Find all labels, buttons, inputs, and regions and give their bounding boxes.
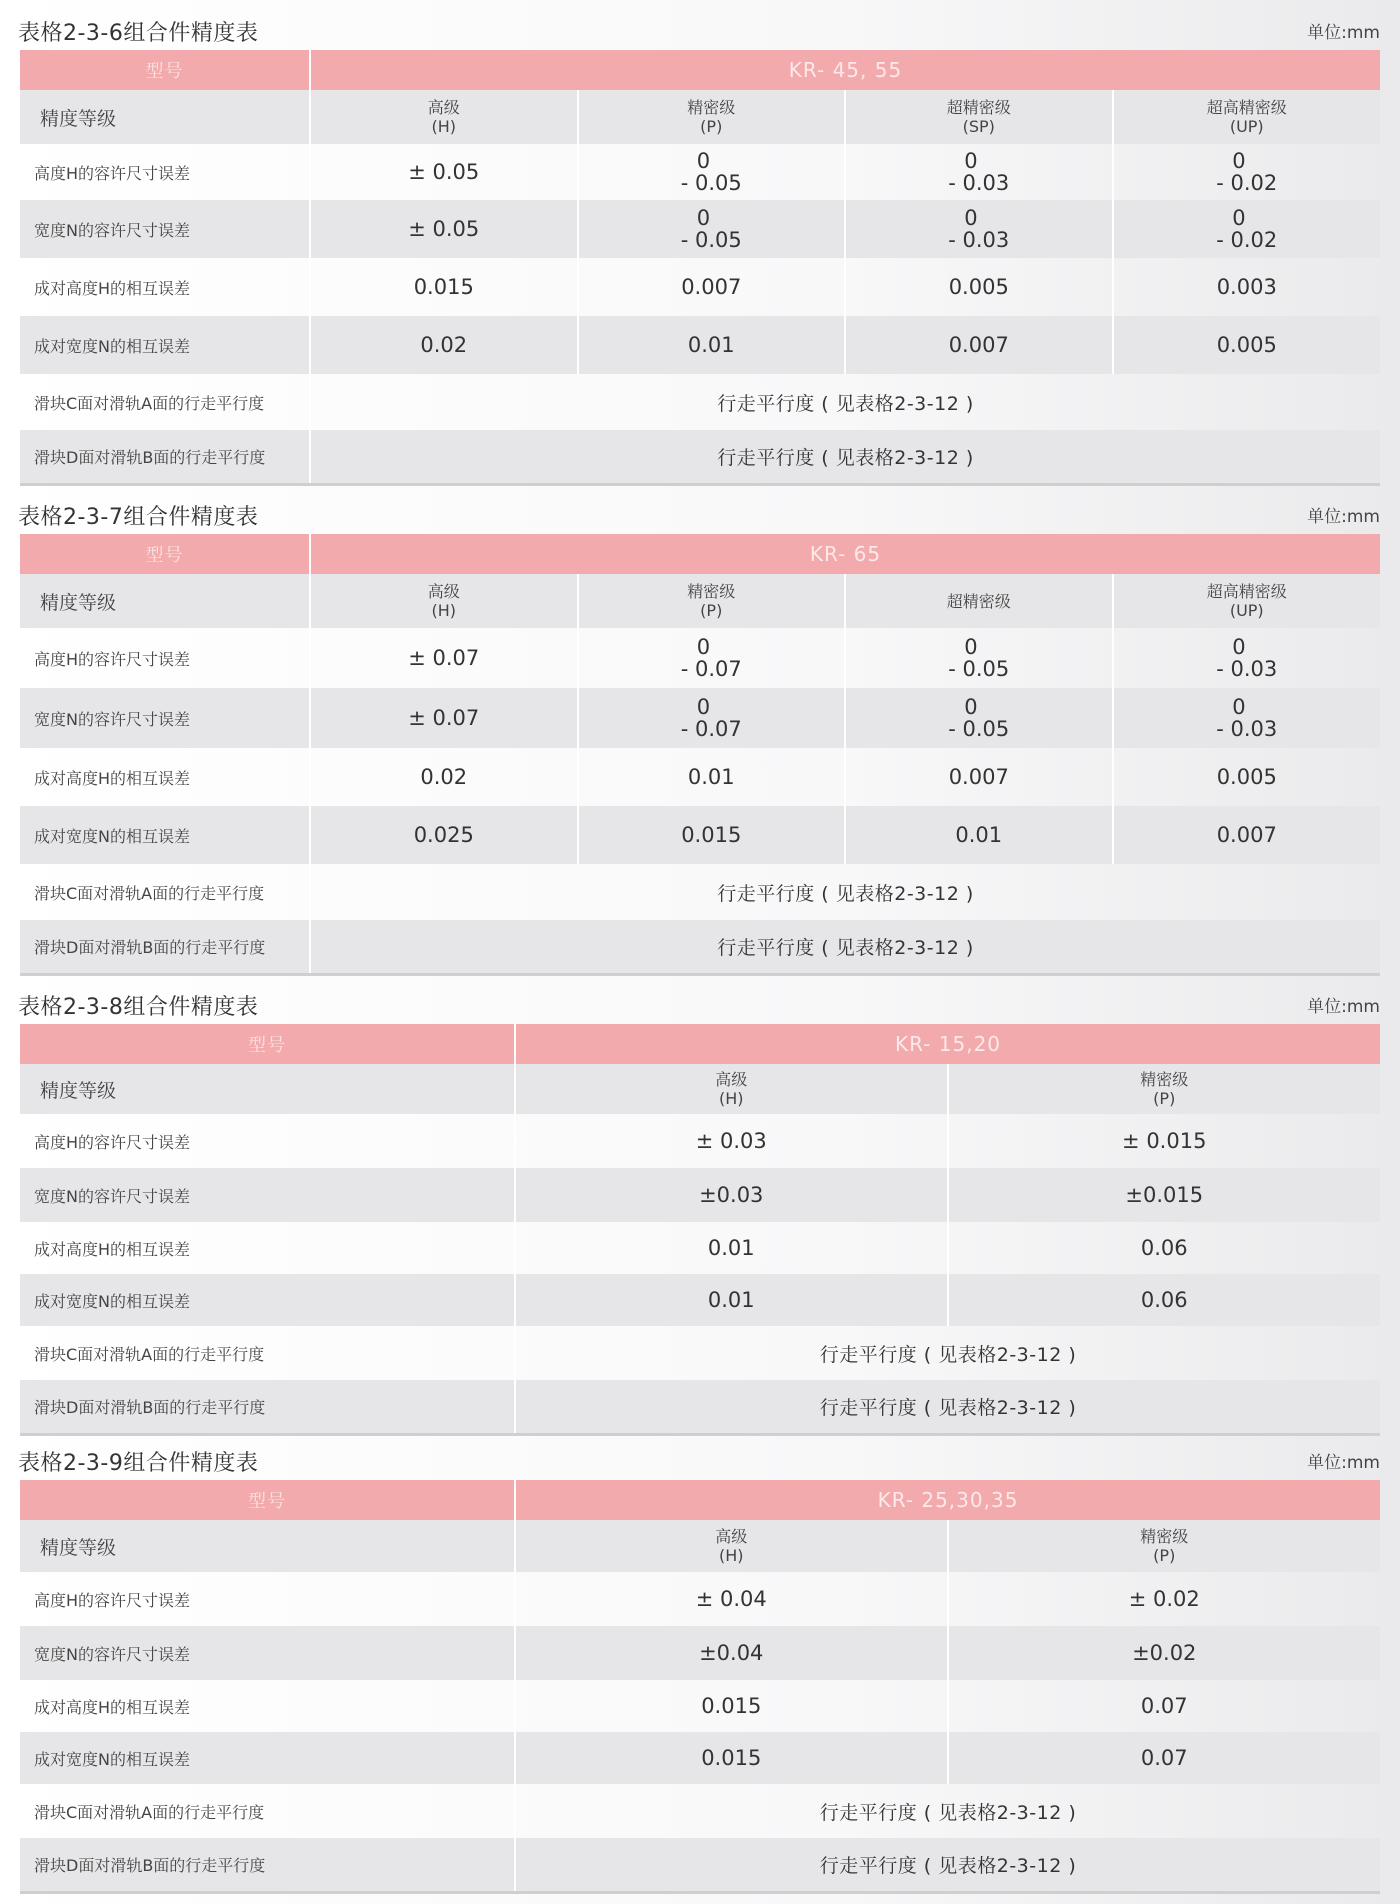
grade-header-label: 精度等级 (20, 90, 310, 144)
table-row (20, 1784, 1380, 1838)
row-label: 成对宽度N的相互误差 (20, 1732, 515, 1784)
table-cell (948, 1168, 1381, 1222)
table-row (20, 200, 1380, 258)
table-row (20, 1380, 1380, 1434)
grade-name: 高级 (427, 582, 460, 601)
table-cell (310, 748, 578, 806)
parallelism-note: 行走平行度 ( 见表格2-3-12 ) (310, 374, 1380, 430)
unit-label: 单位:mm (1307, 507, 1380, 527)
parallelism-note: 行走平行度 ( 见表格2-3-12 ) (515, 1326, 1380, 1380)
table-cell (948, 1114, 1381, 1168)
table-cell (310, 258, 578, 316)
table-cell (515, 1680, 948, 1732)
cell-value: 0.01 (707, 1288, 755, 1312)
grade-header (578, 574, 846, 628)
table-cell (578, 200, 846, 258)
table-row (20, 1168, 1380, 1222)
tolerance-upper: 0 (696, 695, 711, 719)
row-label: 滑块C面对滑轨A面的行走平行度 (34, 393, 265, 413)
grade-code: (P) (1153, 1546, 1176, 1565)
grade-code: (H) (431, 601, 456, 620)
table-cell (515, 1114, 948, 1168)
cell-value: 0.025 (413, 823, 474, 847)
table-title: 表格2-3-6组合件精度表 (18, 21, 259, 46)
cell-value: 0.007 (948, 333, 1009, 357)
table-cell (310, 144, 578, 200)
tolerance-upper: 0 (696, 635, 711, 659)
table-row (20, 806, 1380, 864)
grade-name: 超高精密级 (1206, 582, 1287, 601)
cell-value: 0.007 (1216, 823, 1277, 847)
row-label: 成对宽度N的相互误差 (20, 806, 310, 864)
grade-row (20, 1064, 1380, 1114)
grade-header (310, 90, 578, 144)
cell-value: ± 0.07 (408, 706, 480, 730)
grade-code: (P) (700, 601, 723, 620)
table-cell (1113, 688, 1381, 748)
table-row (20, 1572, 1380, 1626)
cell-value: ± 0.04 (695, 1587, 767, 1611)
row-label: 宽度N的容许尺寸误差 (20, 1168, 515, 1222)
cell-value: 0.005 (948, 275, 1009, 299)
table-cell (515, 1626, 948, 1680)
table-cell (845, 258, 1113, 316)
row-label: 滑块C面对滑轨A面的行走平行度 (34, 1344, 265, 1364)
table-title: 表格2-3-9组合件精度表 (18, 1451, 259, 1476)
table-cell (578, 144, 846, 200)
row-label: 成对高度H的相互误差 (34, 1697, 191, 1717)
table-row (20, 1680, 1380, 1732)
table-cell (1113, 144, 1381, 200)
row-label: 宽度N的容许尺寸误差 (20, 688, 310, 748)
table-cell (948, 1572, 1381, 1626)
grade-header-label: 精度等级 (20, 574, 310, 628)
model-value: KR- 15,20 (515, 1024, 1380, 1064)
table-cell (578, 748, 846, 806)
table-row (20, 1274, 1380, 1326)
table-cell (310, 200, 578, 258)
table-row (20, 1326, 1380, 1380)
table-cell (515, 1168, 948, 1222)
table-cell (1113, 316, 1381, 374)
cell-value: 0.01 (687, 765, 735, 789)
table-row (20, 1114, 1380, 1168)
table-title: 表格2-3-8组合件精度表 (18, 995, 259, 1020)
table-cell (845, 688, 1113, 748)
grade-code: (P) (700, 117, 723, 136)
table-cell (948, 1626, 1381, 1680)
parallelism-note: 行走平行度 ( 见表格2-3-12 ) (515, 1380, 1380, 1434)
cell-value: 0.015 (701, 1746, 762, 1770)
cell-value: ± 0.05 (408, 217, 480, 241)
grade-header (1113, 574, 1381, 628)
cell-value: ± 0.07 (408, 646, 480, 670)
cell-value: ± 0.015 (1122, 1129, 1207, 1153)
model-header-label: 型号 (20, 1024, 515, 1064)
cell-value: 0.06 (1140, 1236, 1188, 1260)
cell-value: 0.02 (420, 765, 468, 789)
tolerance-lower: - 0.05 (948, 717, 1010, 741)
cell-value: 0.07 (1140, 1746, 1188, 1770)
row-label: 滑块C面对滑轨A面的行走平行度 (34, 1802, 265, 1822)
precision-table (20, 1480, 1380, 1894)
table-cell (948, 1222, 1381, 1274)
grade-name: 精密级 (1140, 1070, 1189, 1089)
cell-value: 0.015 (681, 823, 742, 847)
model-row (20, 50, 1380, 90)
table-cell (310, 806, 578, 864)
parallelism-note: 行走平行度 ( 见表格2-3-12 ) (310, 430, 1380, 484)
model-row (20, 1480, 1380, 1520)
grade-header (515, 1064, 948, 1114)
grade-name: 精密级 (687, 582, 736, 601)
tolerance-upper: 0 (1232, 695, 1246, 719)
grade-header (845, 574, 1113, 628)
row-label: 滑块D面对滑轨B面的行走平行度 (20, 1838, 515, 1892)
table-cell (1113, 748, 1381, 806)
grade-name: 超精密级 (946, 591, 1011, 611)
tolerance-lower: - 0.05 (948, 657, 1010, 681)
table-row (20, 1838, 1380, 1892)
table-cell (845, 748, 1113, 806)
model-row (20, 1024, 1380, 1064)
grade-name: 高级 (715, 1070, 748, 1089)
tolerance-lower: - 0.02 (1216, 228, 1278, 252)
table-cell (845, 806, 1113, 864)
row-label: 成对宽度N的相互误差 (20, 1274, 515, 1326)
tolerance-upper: 0 (696, 206, 711, 230)
table-cell (578, 628, 846, 688)
tolerance-lower: - 0.05 (680, 228, 742, 252)
grade-header (948, 1064, 1381, 1114)
table-row (20, 430, 1380, 484)
grade-name: 精密级 (1140, 1527, 1189, 1546)
table-cell (845, 144, 1113, 200)
grade-code: (UP) (1229, 117, 1264, 136)
model-header-label: 型号 (20, 534, 310, 574)
tolerance-upper: 0 (1232, 206, 1246, 230)
row-label: 高度H的容许尺寸误差 (34, 1590, 191, 1610)
cell-value: ±0.02 (1132, 1641, 1197, 1665)
tolerance-upper: 0 (696, 149, 711, 173)
cell-value: 0.007 (948, 765, 1009, 789)
table-row (20, 316, 1380, 374)
row-label: 成对高度H的相互误差 (34, 278, 191, 298)
grade-name: 超精密级 (946, 98, 1011, 117)
table-row (20, 864, 1380, 920)
precision-table (20, 534, 1380, 976)
grade-code: (SP) (962, 117, 995, 136)
table-cell (310, 628, 578, 688)
cell-value: 0.07 (1140, 1694, 1188, 1718)
cell-value: ±0.015 (1125, 1183, 1204, 1207)
parallelism-note: 行走平行度 ( 见表格2-3-12 ) (515, 1838, 1380, 1892)
row-label: 成对宽度N的相互误差 (20, 316, 310, 374)
tolerance-upper: 0 (964, 635, 978, 659)
grade-code: (H) (718, 1089, 744, 1108)
cell-value: 0.01 (687, 333, 735, 357)
table-row (20, 748, 1380, 806)
table-cell (515, 1732, 948, 1784)
grade-header (845, 90, 1113, 144)
grade-name: 高级 (715, 1527, 748, 1546)
model-header-label: 型号 (20, 1480, 515, 1520)
table-cell (578, 316, 846, 374)
tolerance-lower: - 0.07 (680, 717, 742, 741)
table-row (20, 144, 1380, 200)
unit-label: 单位:mm (1307, 1453, 1380, 1473)
grade-code: (UP) (1229, 601, 1264, 620)
table-cell (1113, 806, 1381, 864)
cell-value: 0.01 (955, 823, 1003, 847)
model-header-label: 型号 (20, 50, 310, 90)
grade-header (948, 1520, 1381, 1572)
grade-code: (H) (718, 1546, 744, 1565)
table-row (20, 374, 1380, 430)
tolerance-lower: - 0.03 (948, 171, 1010, 195)
table-cell (948, 1680, 1381, 1732)
model-value: KR- 45, 55 (310, 50, 1380, 90)
table-cell (1113, 200, 1381, 258)
grade-name: 超高精密级 (1206, 98, 1287, 117)
parallelism-note: 行走平行度 ( 见表格2-3-12 ) (515, 1784, 1380, 1838)
tolerance-upper: 0 (1232, 149, 1246, 173)
grade-row (20, 90, 1380, 144)
table-cell (845, 200, 1113, 258)
cell-value: 0.005 (1216, 333, 1277, 357)
unit-label: 单位:mm (1307, 997, 1380, 1017)
grade-name: 精密级 (687, 98, 736, 117)
grade-code: (H) (431, 117, 456, 136)
grade-header-label: 精度等级 (20, 1064, 515, 1114)
tolerance-lower: - 0.07 (680, 657, 742, 681)
tolerance-upper: 0 (964, 206, 978, 230)
table-cell (310, 688, 578, 748)
row-label: 宽度N的容许尺寸误差 (20, 200, 310, 258)
row-label: 滑块D面对滑轨B面的行走平行度 (20, 430, 310, 484)
cell-value: ±0.04 (699, 1641, 764, 1665)
tolerance-upper: 0 (964, 695, 978, 719)
table-row (20, 688, 1380, 748)
table-row (20, 1222, 1380, 1274)
cell-value: 0.015 (701, 1694, 762, 1718)
row-label: 成对高度H的相互误差 (34, 1239, 191, 1259)
tolerance-lower: - 0.03 (1216, 717, 1278, 741)
row-label: 高度H的容许尺寸误差 (34, 1132, 191, 1152)
model-row (20, 534, 1380, 574)
grade-code: (P) (1153, 1089, 1176, 1108)
table-cell (948, 1732, 1381, 1784)
cell-value: ± 0.02 (1128, 1587, 1200, 1611)
parallelism-note: 行走平行度 ( 见表格2-3-12 ) (310, 864, 1380, 920)
row-label: 高度H的容许尺寸误差 (34, 649, 191, 669)
cell-value: ± 0.05 (408, 160, 480, 184)
grade-header-label: 精度等级 (20, 1520, 515, 1572)
table-row (20, 1626, 1380, 1680)
cell-value: 0.02 (420, 333, 468, 357)
table-cell (310, 316, 578, 374)
table-cell (578, 258, 846, 316)
table-cell (578, 806, 846, 864)
tolerance-lower: - 0.03 (948, 228, 1010, 252)
table-cell (515, 1274, 948, 1326)
precision-table (20, 50, 1380, 486)
parallelism-note: 行走平行度 ( 见表格2-3-12 ) (310, 920, 1380, 974)
table-row (20, 920, 1380, 974)
precision-table (20, 1024, 1380, 1436)
table-row (20, 628, 1380, 688)
table-cell (845, 316, 1113, 374)
tolerance-upper: 0 (964, 149, 978, 173)
cell-value: 0.01 (707, 1236, 755, 1260)
table-cell (515, 1572, 948, 1626)
table-cell (845, 628, 1113, 688)
grade-row (20, 574, 1380, 628)
model-value: KR- 25,30,35 (515, 1480, 1380, 1520)
row-label: 滑块D面对滑轨B面的行走平行度 (20, 920, 310, 974)
cell-value: ±0.03 (699, 1183, 764, 1207)
cell-value: 0.005 (1216, 765, 1277, 789)
cell-value: 0.007 (681, 275, 742, 299)
tolerance-lower: - 0.02 (1216, 171, 1278, 195)
row-label: 宽度N的容许尺寸误差 (20, 1626, 515, 1680)
unit-label: 单位:mm (1307, 23, 1380, 43)
grade-header (310, 574, 578, 628)
grade-name: 高级 (427, 98, 460, 117)
cell-value: 0.06 (1140, 1288, 1188, 1312)
cell-value: 0.015 (413, 275, 474, 299)
row-label: 成对高度H的相互误差 (34, 768, 191, 788)
table-row (20, 1732, 1380, 1784)
table-title: 表格2-3-7组合件精度表 (18, 505, 259, 530)
grade-header (1113, 90, 1381, 144)
row-label: 滑块C面对滑轨A面的行走平行度 (34, 883, 265, 903)
grade-header (515, 1520, 948, 1572)
model-value: KR- 65 (310, 534, 1380, 574)
table-cell (948, 1274, 1381, 1326)
grade-row (20, 1520, 1380, 1572)
cell-value: 0.003 (1216, 275, 1277, 299)
row-label: 高度H的容许尺寸误差 (34, 163, 191, 183)
table-row (20, 258, 1380, 316)
table-cell (578, 688, 846, 748)
table-cell (515, 1222, 948, 1274)
table-cell (1113, 628, 1381, 688)
tolerance-upper: 0 (1232, 635, 1246, 659)
cell-value: ± 0.03 (695, 1129, 767, 1153)
tolerance-lower: - 0.05 (680, 171, 742, 195)
row-label: 滑块D面对滑轨B面的行走平行度 (20, 1380, 515, 1434)
grade-header (578, 90, 846, 144)
table-cell (1113, 258, 1381, 316)
tolerance-lower: - 0.03 (1216, 657, 1278, 681)
